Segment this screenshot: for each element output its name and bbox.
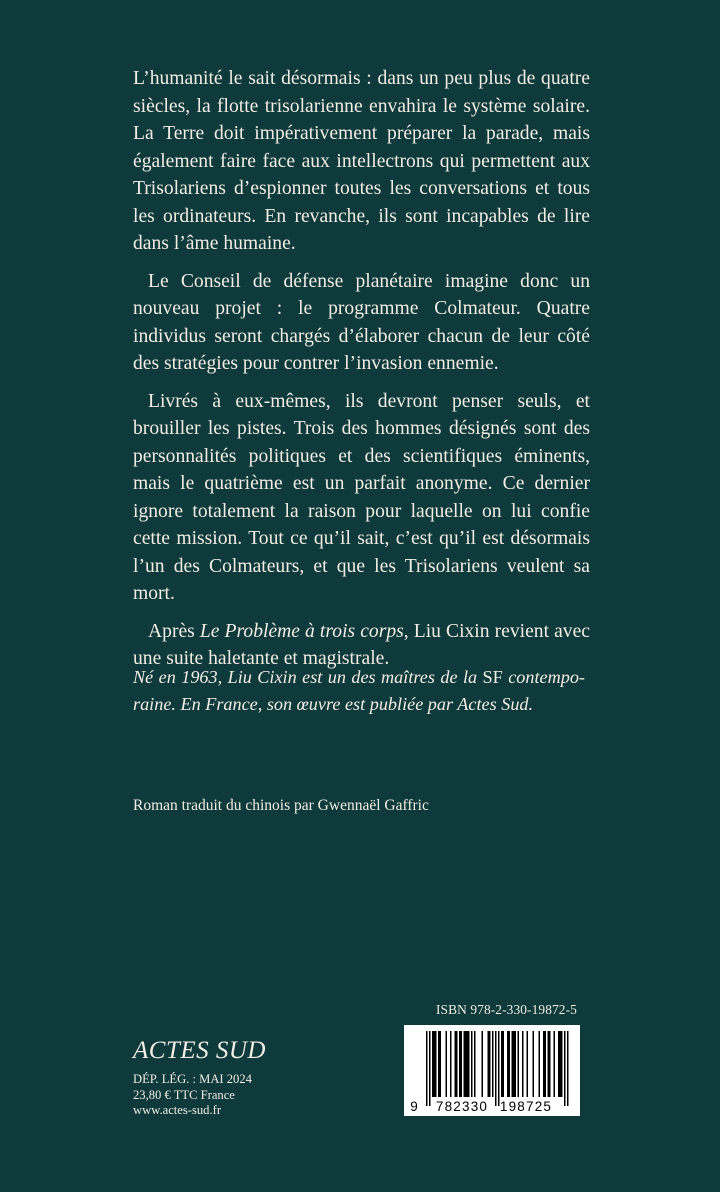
- book-title-reference: Le Problème à trois corps: [199, 620, 404, 642]
- blurb-p4-tail: , Liu Cixin revient avec une suite haletante et magistrale.: [133, 620, 590, 669]
- barcode-bar: [539, 1031, 541, 1097]
- barcode-digit-first: 9: [410, 1099, 418, 1114]
- barcode-bar: [533, 1031, 535, 1097]
- barcode-bar: [482, 1031, 484, 1097]
- barcode-bar: [554, 1031, 556, 1097]
- barcode-bar: [468, 1031, 470, 1097]
- barcode-bar: [434, 1031, 436, 1097]
- barcode-bar: [561, 1031, 563, 1097]
- barcode-bar: [501, 1031, 503, 1097]
- publisher-logo: ACTES SUD: [133, 1037, 266, 1064]
- back-cover-blurb: [133, 65, 590, 683]
- blurb-p4-lead: Après: [148, 620, 200, 642]
- barcode-bar: [507, 1031, 509, 1097]
- barcode-bar: [558, 1031, 560, 1097]
- barcode-bar: [489, 1031, 491, 1097]
- barcode-bar: [515, 1031, 517, 1097]
- author-bio: [133, 664, 585, 717]
- barcode-bar: [471, 1031, 473, 1097]
- barcode-bar: [495, 1031, 497, 1106]
- barcode-bar: [426, 1031, 428, 1106]
- translator-credit: Roman traduit du chinois par Gwennaël Gaffric: [133, 797, 429, 814]
- publisher-website: www.actes-sud.fr: [133, 1103, 222, 1118]
- barcode-bar: [498, 1031, 500, 1106]
- barcode-bar: [438, 1031, 440, 1097]
- barcode-bars: [426, 1031, 569, 1106]
- barcode-bar: [549, 1031, 551, 1097]
- barcode-bar: [513, 1031, 515, 1097]
- blurb-paragraph-3: Livrés à eux-mêmes, ils devront penser seuls, et brouiller les pistes. Trois des hommes désignés sont des personnalités politiques et des scientifiques éminents, mais le quatrième est un parfait anonyme. Ce dernier ignore totalement la raison pour laquelle on lui confie cette mission. Tout ce qu’il sait, c’est qu’il est désormais l’un des Colmateurs, et que les Trisolariens veulent sa mort.: [133, 390, 590, 604]
- barcode-bar: [459, 1031, 461, 1097]
- barcode-bar: [527, 1031, 529, 1097]
- barcode-bar: [543, 1031, 545, 1097]
- barcode-bar: [467, 1031, 469, 1097]
- barcode-bar: [518, 1031, 520, 1097]
- isbn-barcode: [404, 1025, 580, 1116]
- author-bio-part-1: Né en 1963, Liu Cixin est un des maîtres de la: [133, 667, 483, 687]
- barcode-bar: [474, 1031, 476, 1097]
- blurb-paragraph-2: Le Conseil de défense planétaire imagine donc un nouveau projet : le programme Colmateur. Quatre individus seront chargés d’élaborer chacun de leur côté des stratégies pour contrer l’invasion ennemie.: [133, 270, 590, 374]
- isbn-label: ISBN 978-2-330-19872-5: [436, 1002, 577, 1017]
- depot-legal: DÉP. LÉG. : MAI 2024: [133, 1072, 252, 1086]
- price: 23,80 € TTC France: [133, 1087, 235, 1102]
- barcode-bar: [512, 1031, 514, 1097]
- barcode-bar: [560, 1031, 562, 1097]
- barcode-bar: [432, 1031, 434, 1097]
- barcode-bar: [465, 1031, 467, 1097]
- barcode-bar: [435, 1031, 437, 1097]
- barcode-digits-right: 198725: [499, 1099, 553, 1114]
- barcode-bar: [545, 1031, 547, 1097]
- barcode-bar: [455, 1031, 457, 1097]
- author-bio-part-3: contemporaine. En France, son œuvre est publiée par Actes Sud.: [133, 667, 585, 714]
- barcode-bar: [464, 1031, 466, 1097]
- barcode-bar: [446, 1031, 448, 1097]
- barcode-bar: [567, 1031, 569, 1106]
- barcode-bar: [564, 1031, 566, 1106]
- barcode-bar: [488, 1031, 490, 1097]
- barcode-bar: [440, 1031, 442, 1097]
- barcode-bar: [548, 1031, 550, 1097]
- barcode-bar: [429, 1031, 431, 1106]
- legal-info: [133, 1072, 252, 1119]
- author-bio-sf: SF: [482, 667, 503, 687]
- barcode-digits-left: 782330: [435, 1099, 489, 1114]
- barcode-bar: [461, 1031, 463, 1097]
- blurb-paragraph-1: L’humanité le sait désormais : dans un peu plus de quatre siècles, la flotte trisolarienne envahira le système solaire. La Terre doit impérativement préparer la parade, mais également faire face aux intellectrons qui permettent aux Trisolariens d’espionner toutes les conversations et tous les ordinateurs. En revanche, ils sont incapables de lire dans l’âme humaine.: [133, 68, 590, 254]
- barcode-bar: [503, 1031, 505, 1097]
- barcode-bar: [492, 1031, 494, 1097]
- barcode-bar: [522, 1031, 524, 1097]
- barcode-bar: [450, 1031, 452, 1097]
- barcode-graphic: [404, 1025, 580, 1116]
- barcode-bar: [509, 1031, 511, 1097]
- barcode-bar: [456, 1031, 458, 1097]
